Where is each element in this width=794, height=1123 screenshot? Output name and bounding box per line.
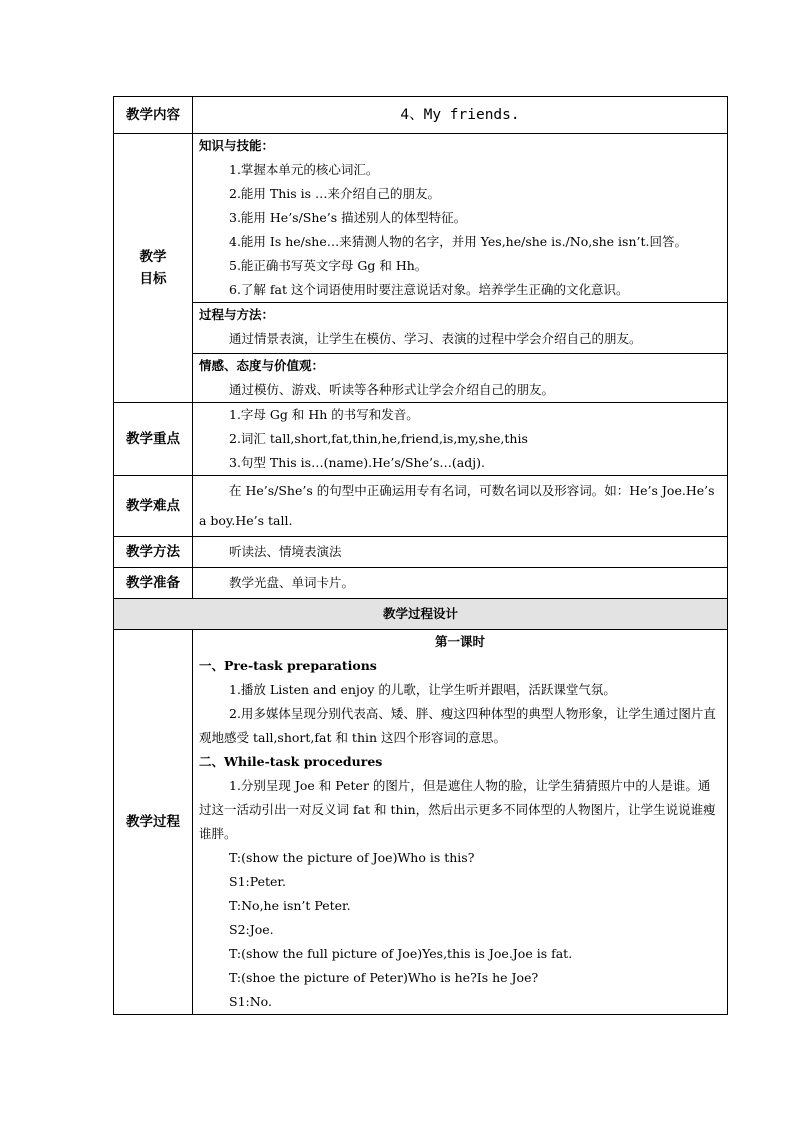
row-key-points (114, 403, 728, 476)
pre-task-item: 2.用多媒体呈现分别代表高、矮、胖、瘦这四种体型的典型人物形象，让学生通过图片直观地感受 tall,short,fat 和 thin 这四个形容词的意思。 (199, 706, 716, 745)
dialogue-line: S2:Joe. (229, 922, 274, 937)
process-heading: 过程与方法： (199, 307, 275, 322)
skill-item: 1.掌握本单元的核心词汇。 (229, 162, 379, 177)
attitude-heading: 情感、态度与价值观： (199, 358, 325, 373)
dialogue-line: T:(shoe the picture of Peter)Who is he?Is he Joe? (229, 970, 539, 985)
dialogue-line: T:(show the full picture of Joe)Yes,this is Joe.Joe is fat. (229, 946, 573, 961)
dialogue-line: T:No,he isn’t Peter. (229, 898, 351, 913)
difficulties-text: 在 He’s/She’s 的句型中正确运用专有名词，可数名词以及形容词。如：He’s Joe.He’s a boy.He’s tall. (199, 483, 715, 528)
skills-heading: 知识与技能： (199, 138, 275, 153)
skill-item: 6.了解 fat 这个词语使用时要注意说话对象。培养学生正确的文化意识。 (229, 282, 629, 297)
label-goals (114, 134, 193, 403)
row-content (114, 97, 728, 134)
skills-cell (193, 134, 728, 303)
difficulties-cell (193, 476, 728, 537)
skill-item: 5.能正确书写英文字母 Gg 和 Hh。 (229, 258, 428, 273)
skill-item: 3.能用 He’s/She’s 描述别人的体型特征。 (229, 210, 467, 225)
lesson-title: 4、My friends. (193, 97, 728, 134)
design-header: 教学过程设计 (114, 599, 728, 630)
lesson-period-title: 第一课时 (434, 634, 485, 649)
row-process (114, 630, 728, 1015)
dialogue-line: T:(show the picture of Joe)Who is this? (229, 850, 475, 865)
label-methods: 教学方法 (114, 537, 193, 568)
label-preparation: 教学准备 (114, 568, 193, 599)
row-goals-skills (114, 134, 728, 303)
while-task-item: 1.分别呈现 Joe 和 Peter 的图片，但是遮住人物的脸，让学生猜猜照片中的人是谁。通过这一活动引出一对反义词 fat 和 thin，然后出示更多不同体型的人物图片，让学生说说谁瘦谁胖。 (199, 778, 716, 841)
attitude-cell (193, 354, 728, 403)
process-cell (193, 303, 728, 354)
key-points-cell (193, 403, 728, 476)
methods-text: 听读法、情境表演法 (229, 544, 342, 559)
row-difficulties (114, 476, 728, 537)
dialogue-line: S1:Peter. (229, 874, 286, 889)
skill-item: 4.能用 Is he/she…来猜测人物的名字，并用 Yes,he/she is./No,she isn’t.回答。 (229, 234, 687, 249)
skill-item: 2.能用 This is …来介绍自己的朋友。 (229, 186, 441, 201)
dialogue-line: S1:No. (229, 994, 272, 1009)
label-goals-line2: 目标 (139, 271, 167, 287)
key-point-item: 1.字母 Gg 和 Hh 的书写和发音。 (229, 407, 419, 422)
row-preparation (114, 568, 728, 599)
process-text: 通过情景表演，让学生在模仿、学习、表演的过程中学会介绍自己的朋友。 (229, 331, 642, 346)
row-goals-attitude (114, 354, 728, 403)
row-goals-process (114, 303, 728, 354)
label-goals-line1: 教学 (139, 249, 167, 265)
pre-task-item: 1.播放 Listen and enjoy 的儿歌，让学生听并跟唱，活跃课堂气氛。 (229, 682, 616, 697)
row-design-header (114, 599, 728, 630)
while-task-heading: 二、While-task procedures (199, 754, 383, 769)
row-methods (114, 537, 728, 568)
preparation-text: 教学光盘、单词卡片。 (229, 575, 355, 590)
label-process: 教学过程 (114, 630, 193, 1015)
key-point-item: 2.词汇 tall,short,fat,thin,he,friend,is,my,she,this (229, 431, 528, 446)
lesson-plan-table (113, 96, 728, 1015)
key-point-item: 3.句型 This is…(name).He’s/She’s…(adj). (229, 455, 485, 470)
preparation-cell (193, 568, 728, 599)
attitude-text: 通过模仿、游戏、听读等各种形式让学会介绍自己的朋友。 (229, 382, 555, 397)
process-body (193, 630, 728, 1015)
label-content: 教学内容 (114, 97, 193, 134)
methods-cell (193, 537, 728, 568)
pre-task-heading: 一、Pre-task preparations (199, 658, 377, 673)
label-key-points: 教学重点 (114, 403, 193, 476)
label-difficulties: 教学难点 (114, 476, 193, 537)
